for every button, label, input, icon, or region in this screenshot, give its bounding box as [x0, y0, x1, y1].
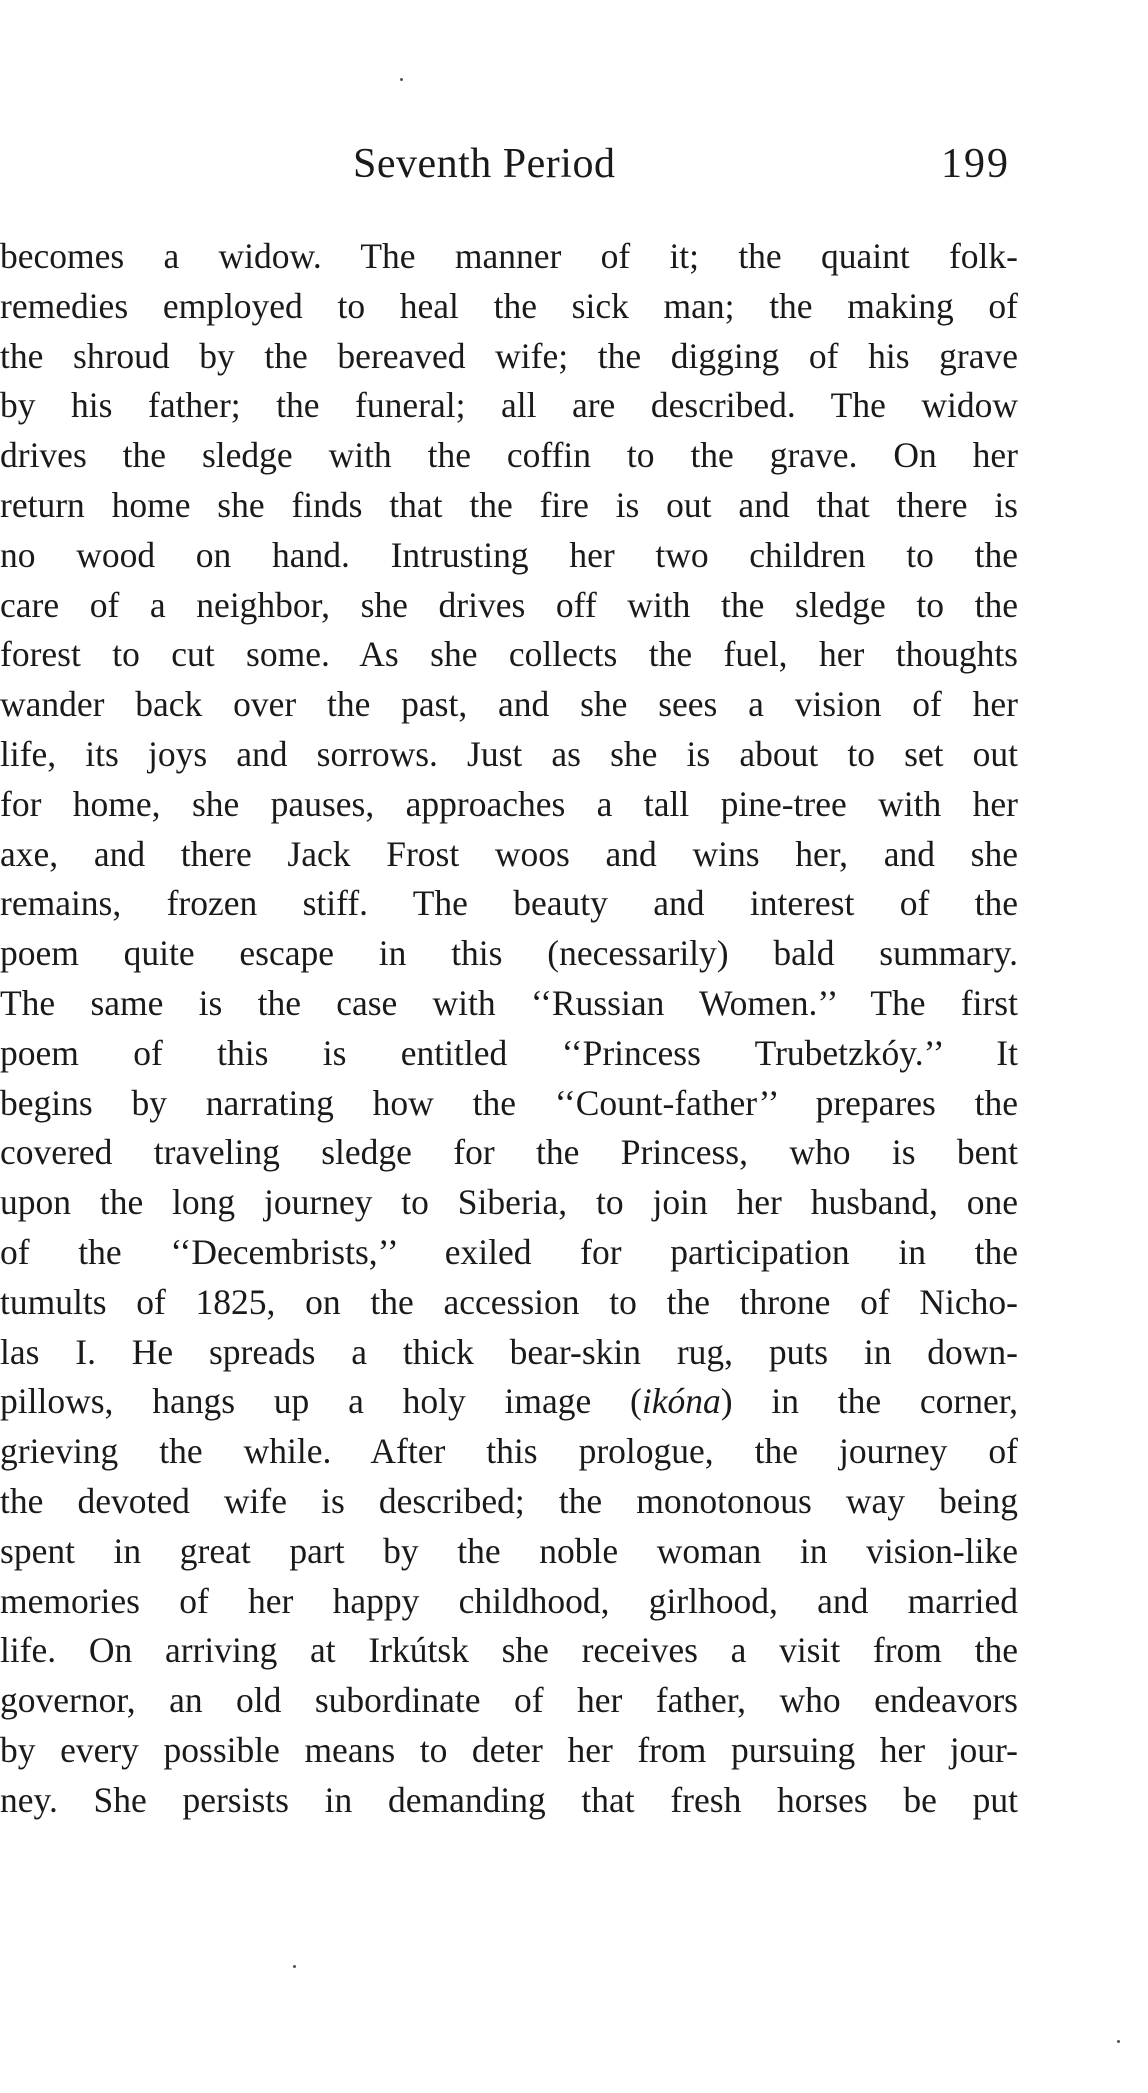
print-speck [293, 1965, 296, 1968]
text-line: drives the sledge with the coffin to the grave. On her [0, 435, 1018, 476]
text-line: begins by narrating how the ‘‘Count-father’’ prepares the [0, 1082, 1018, 1123]
text-line: no wood on hand. Intrusting her two children to the [0, 534, 1018, 575]
text-line: axe, and there Jack Frost woos and wins her, and she [0, 833, 1018, 874]
text-line: by every possible means to deter her from pursuing her jour- [0, 1729, 1018, 1770]
text-line: for home, she pauses, approaches a tall pine-tree with her [0, 783, 1018, 824]
text-line: remains, frozen stiff. The beauty and interest of the [0, 883, 1018, 924]
text-line: remedies employed to heal the sick man; the making of [0, 285, 1018, 326]
body-text [0, 232, 1018, 1826]
text-line: life. On arriving at Irkútsk she receives a visit from the [0, 1630, 1018, 1671]
text-line: the devoted wife is described; the monotonous way being [0, 1480, 1018, 1521]
text-line: memories of her happy childhood, girlhood, and married [0, 1580, 1018, 1621]
print-speck [400, 78, 403, 81]
text-line: of the ‘‘Decembrists,’’ exiled for participation in the [0, 1231, 1018, 1272]
text-line: governor, an old subordinate of her father, who endeavors [0, 1680, 1018, 1721]
text-line: return home she finds that the fire is out and that there is [0, 484, 1018, 525]
text-line: by his father; the funeral; all are described. The widow [0, 385, 1018, 426]
text-line: tumults of 1825, on the accession to the throne of Nicho- [0, 1281, 1018, 1322]
text-line: spent in great part by the noble woman in vision-like [0, 1530, 1018, 1571]
text-line: forest to cut some. As she collects the fuel, her thoughts [0, 634, 1018, 675]
text-line: upon the long journey to Siberia, to join her husband, one [0, 1182, 1018, 1223]
text-line: ney. She persists in demanding that fresh horses be put [0, 1779, 1018, 1820]
page-number: 199 [941, 141, 1010, 187]
text-line: covered traveling sledge for the Princess, who is bent [0, 1132, 1018, 1173]
text-line: pillows, hangs up a holy image (ikóna) in the corner, [0, 1381, 1018, 1422]
text-line: care of a neighbor, she drives off with the sledge to the [0, 584, 1018, 625]
running-head [0, 140, 1020, 200]
running-title: Seventh Period [353, 141, 616, 187]
text-line: las I. He spreads a thick bear-skin rug, puts in down- [0, 1331, 1018, 1372]
text-line: The same is the case with ‘‘Russian Women.’’ The first [0, 982, 1018, 1023]
text-line: becomes a widow. The manner of it; the quaint folk- [0, 236, 1018, 276]
text-line: poem of this is entitled ‘‘Princess Trubetzkóy.’’ It [0, 1032, 1018, 1073]
text-line: the shroud by the bereaved wife; the digging of his grave [0, 335, 1018, 376]
print-speck [1117, 2040, 1120, 2043]
text-line: life, its joys and sorrows. Just as she is about to set out [0, 733, 1018, 774]
text-line: grieving the while. After this prologue, the journey of [0, 1431, 1018, 1472]
text-line: wander back over the past, and she sees a vision of her [0, 684, 1018, 725]
text-line: poem quite escape in this (necessarily) bald summary. [0, 933, 1018, 974]
